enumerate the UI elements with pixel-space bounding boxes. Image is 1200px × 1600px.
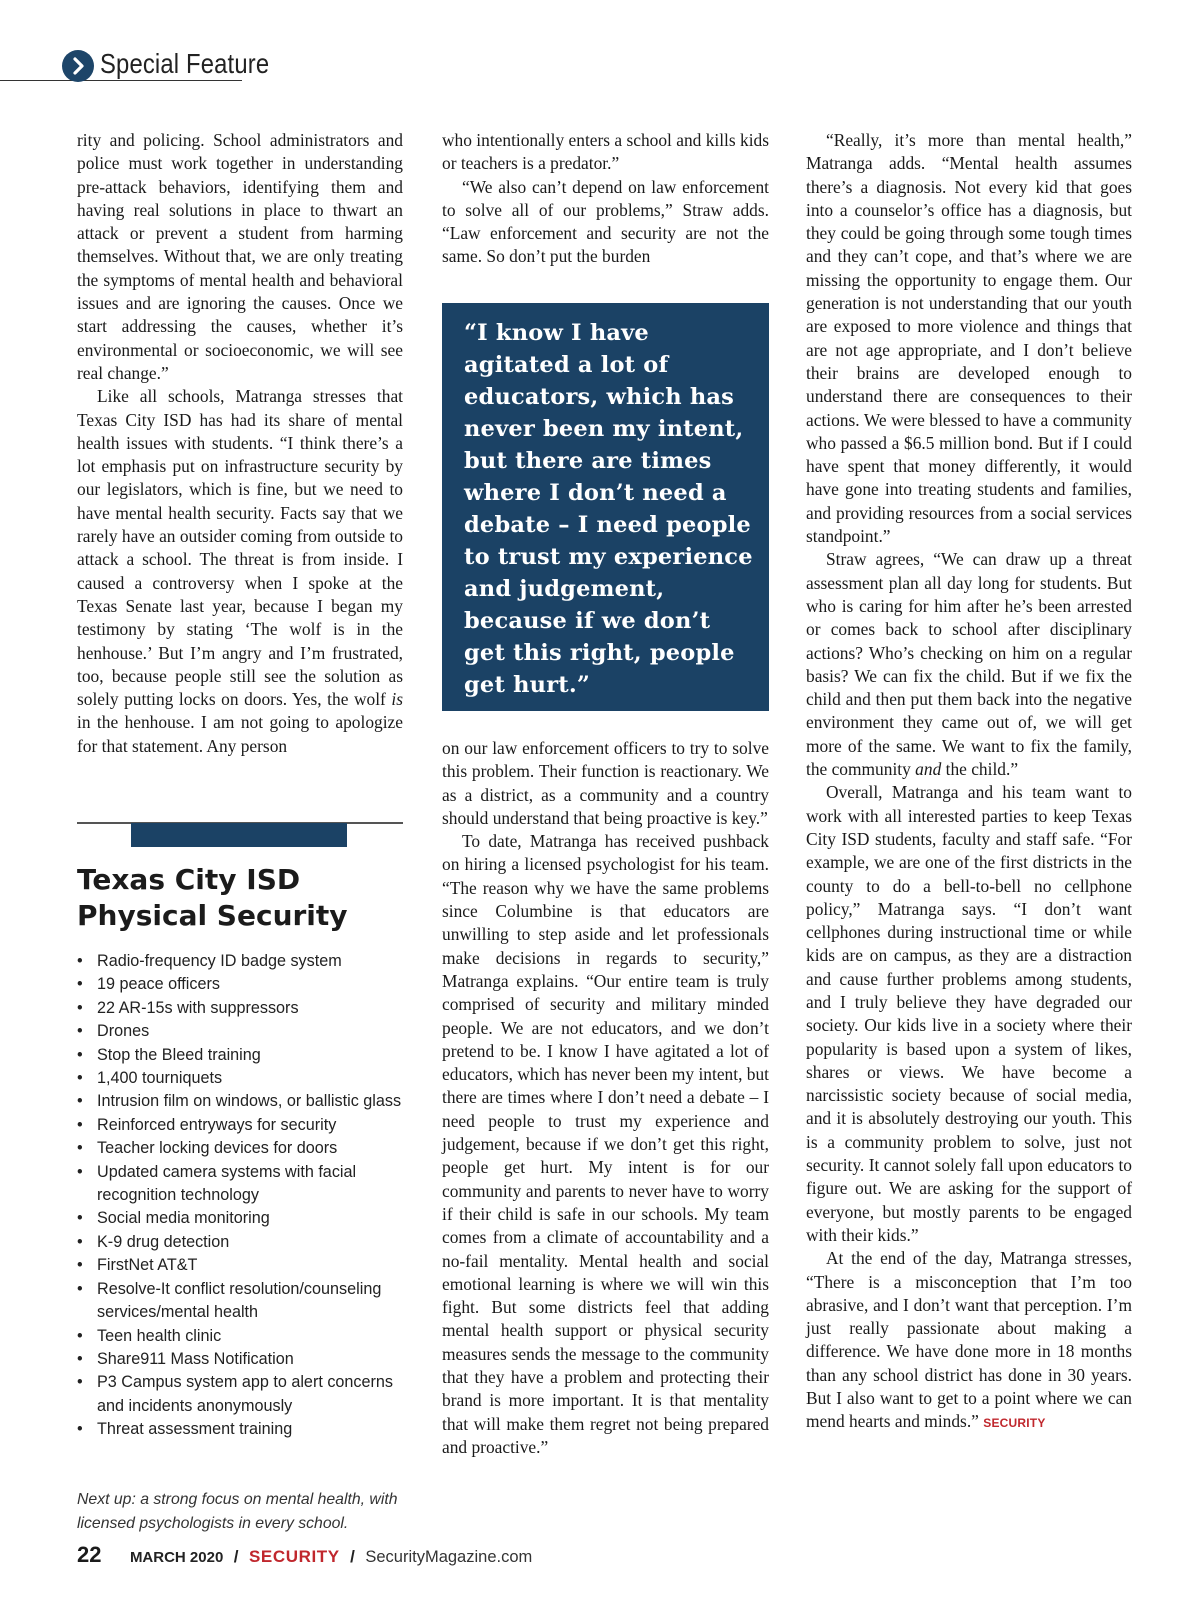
list-item: • Updated camera systems with facial recognition technology: [77, 1161, 407, 1208]
sidebar-tab: [131, 823, 347, 847]
column-1: [77, 129, 403, 758]
sidebar-list: [77, 950, 407, 1442]
list-item: • Teacher locking devices for doors: [77, 1137, 407, 1160]
header-rule: [0, 80, 242, 81]
pull-quote: “I know I have agitated a lot of educators, which has never been my intent, but there are times where I don’t need a debate – I need people to trust my experience and judgement, because if we don’t get this right, people get hurt.”: [464, 320, 753, 698]
list-item: • Reinforced entryways for security: [77, 1114, 407, 1137]
paragraph: Like all schools, Matranga stresses that Texas City ISD has had its share of mental health issues with students. “I think there’s a lot emphasis put on infrastructure security by our legislators, which is fine, but we need to have mental health security. Facts say that we rarely have an outsider coming from outside to attack a school. The threat is from inside. I caused a controversy when I spoke at the Texas Senate last year, because I began my testimony by stating ‘The wolf is in the henhouse.’ But I’m angry and I’m frustrated, too, because people still see the solution as solely putting locks on doors. Yes, the wolf is in the henhouse. I am not going to apologize for that statement. Any person: [77, 386, 403, 756]
section-title: Special Feature: [100, 48, 270, 79]
list-item: • 22 AR-15s with suppressors: [77, 997, 407, 1020]
list-item: • Stop the Bleed training: [77, 1044, 407, 1067]
list-item: • Resolve-It conflict resolution/counseling services/mental health: [77, 1278, 407, 1325]
sidebar-title: Texas City ISD Physical Security: [77, 863, 348, 932]
list-item: • P3 Campus system app to alert concerns and incidents anonymously: [77, 1371, 407, 1418]
paragraph: who intentionally enters a school and kills kids or teachers is a predator.”: [442, 130, 769, 174]
list-item: • 1,400 tourniquets: [77, 1067, 407, 1090]
column-2-bottom: [442, 737, 769, 1459]
paragraph: “Really, it’s more than mental health,” Matranga adds. “Mental health assumes there’s a diagnosis. Not every kid that goes into a counselor’s office has a diagnosis, but they could be going through some tough times and they can’t cope, and that’s where we are missing the opportunity to engage them. Our generation is not understanding that our youth are exposed to more violence and things that are not age appropriate, and I don’t believe their brains are developed enough to understand there are consequences to their actions. We were blessed to have a community who passed a $6.5 million bond. But if I could have spent that money differently, it would have gone into treating students and families, and providing resources from a social services standpoint.”: [806, 130, 1132, 547]
list-item: • 19 peace officers: [77, 973, 407, 996]
pull-quote-box: [442, 303, 769, 711]
footer-separator: /: [233, 1547, 239, 1566]
paragraph: At the end of the day, Matranga stresses, “There is a misconception that I’m too abrasive, and I don’t want that perception. I’m just really passionate about making a difference. We have done more in 18 months than any school district has done in 30 years. But I also want to get to a point where we can mend hearts and minds.” SECURITY: [806, 1248, 1132, 1432]
list-item: • FirstNet AT&T: [77, 1254, 407, 1277]
paragraph: on our law enforcement officers to try to solve this problem. Their function is reactionary. We as a district, as a community and a country should understand that being proactive is key.”: [442, 738, 769, 828]
magazine-website: SecurityMagazine.com: [365, 1548, 533, 1566]
paragraph: To date, Matranga has received pushback on hiring a licensed psychologist for his team. “The reason why we have the same problems since Columbine is that educators are unwilling to step aside and let professionals make decisions in regards to security,” Matranga explains. “Our entire team is truly comprised of security and military minded people. We are not educators, and we don’t pretend to be. I know I have agitated a lot of educators, which has never been my intent, but there are times where I don’t need a debate – I need people to trust my experience and judgement, because if we don’t get this right, people get hurt. My intent is for our community and parents to never have to worry if their child is safe in our schools. My team comes from a climate of accountability and a no-fail mentality. Mental health and social emotional learning is where we will win this fight. But some districts feel that adding mental health support or physical security measures sends the message to the community that they have a problem and protecting their brand is more important. It is that mentality that will make them regret not being prepared and proactive.”: [442, 831, 769, 1457]
chevron-right-icon: [62, 50, 94, 82]
list-item: • K-9 drug detection: [77, 1231, 407, 1254]
column-2-top: [442, 129, 769, 269]
paragraph: rity and policing. School administrators and police must work together in understanding pre-attack behaviors, identifying them and having real solutions in place to thwart an attack or prevent a student from harming themselves. Without that, we are only treating the symptoms of mental health and behavioral issues and are ignoring the causes. Once we start addressing the causes, whether it’s environmental or socioeconomic, we will see real change.”: [77, 130, 403, 383]
list-item: • Drones: [77, 1020, 407, 1043]
list-item: • Radio-frequency ID badge system: [77, 950, 407, 973]
paragraph: Overall, Matranga and his team want to work with all interested parties to keep Texas City ISD students, faculty and staff safe. “For example, we are one of the first districts in the county to do a bell-to-bell no cellphone policy,” Matranga says. “I don’t want cellphones during instructional time or while kids are on campus, as they are a distraction and cause further problems among students, and I truly believe they have degraded our society. Our kids live in a society where their popularity is based upon a system of likes, shares or views. We have become a narcissistic society because of social media, and it is absolutely destroying our youth. This is a community problem to solve, just not security. It cannot solely fall upon educators to figure out. We are asking for the support of everyone, but mostly parents to be engaged with their kids.”: [806, 782, 1132, 1245]
list-item: • Share911 Mass Notification: [77, 1348, 407, 1371]
list-item: • Threat assessment training: [77, 1418, 407, 1441]
paragraph: Straw agrees, “We can draw up a threat assessment plan all day long for students. But who is caring for him after he’s been arrested or comes back to school after disciplinary actions? Who’s checking on him on a regular basis? We can fix the child. But if we fix the child and then put them back into the negative environment they came out of, we will get more of the same. We want to fix the family, the community and the child.”: [806, 549, 1132, 780]
list-item: • Teen health clinic: [77, 1325, 407, 1348]
column-3: [806, 129, 1132, 1436]
footer: [77, 1542, 532, 1568]
list-item: • Social media monitoring: [77, 1207, 407, 1230]
issue-date: MARCH 2020: [129, 1549, 224, 1566]
page-number: 22: [77, 1542, 102, 1567]
footer-separator: /: [350, 1547, 355, 1566]
list-item: • Intrusion film on windows, or ballistic glass: [77, 1090, 407, 1113]
end-mark: SECURITY: [983, 1416, 1046, 1431]
sidebar-note: Next up: a strong focus on mental health, with licensed psychologists in every school.: [77, 1491, 398, 1532]
magazine-brand: SECURITY: [248, 1547, 340, 1566]
paragraph: “We also can’t depend on law enforcement to solve all of our problems,” Straw adds. “Law enforcement and security are not the same. So don’t put the burden: [442, 176, 769, 267]
